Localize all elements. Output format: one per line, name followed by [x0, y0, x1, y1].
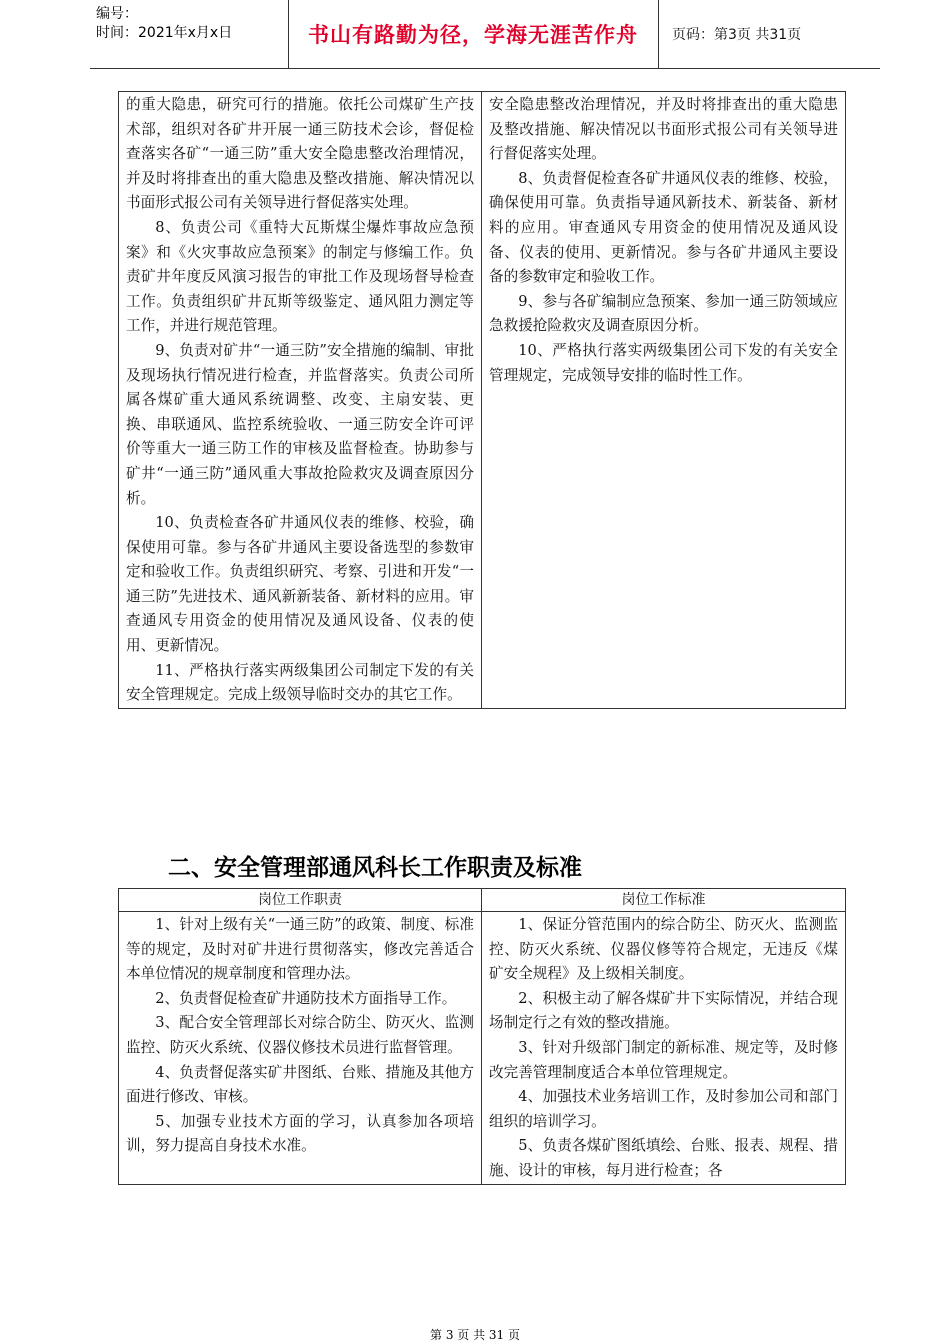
header-meta	[90, 0, 289, 68]
paragraph: 3、配合安全管理部长对综合防尘、防灭火、监测监控、防灭火系统、仪器仪修技术员进行监督管理。	[126, 1014, 474, 1056]
paragraph: 10、严格执行落实两级集团公司下发的有关安全管理规定，完成领导安排的临时性工作。	[489, 341, 838, 384]
paragraph: 9、参与各矿编制应急预案、参加一通三防领域应急救援抢险救灾及调查原因分析。	[489, 292, 838, 335]
duties-cell	[119, 92, 482, 709]
paragraph: 5、负责各煤矿图纸填绘、台账、报表、规程、措施、设计的审核，每月进行检查；各	[489, 1137, 838, 1179]
paragraph: 10、负责检查各矿井通风仪表的维修、校验，确保使用可靠。参与各矿井通风主要设备选型的参数审定和验收工作。负责组织研究、考察、引进和开发“一通三防”先进技术、通风新新装备、新材料的应用。审查通风专用资金的使用情况及通风设备、仪表的使用、更新情况。	[126, 514, 474, 655]
page-indicator: 页码：第3页 共31页	[672, 27, 802, 43]
column-header-duties: 岗位工作职责	[119, 889, 482, 912]
table-header-row	[119, 889, 846, 912]
paragraph: 1、针对上级有关“一通三防”的政策、制度、标准等的规定，及时对矿井进行贯彻落实，修改完善适合本单位情况的规章制度和管理办法。	[126, 916, 474, 983]
duties-standards-table	[118, 888, 846, 1185]
paragraph: 4、加强技术业务培训工作，及时参加公司和部门组织的培训学习。	[489, 1088, 838, 1130]
paragraph: 2、负责督促检查矿井通防技术方面指导工作。	[155, 989, 457, 1007]
paragraph: 9、负责对矿井“一通三防”安全措施的编制、审批及现场执行情况进行检查，并监督落实。负责公司所属各煤矿重大通风系统调整、改变、主扇安装、更换、串联通风、监控系统验收、一通三防安全许可评价等重大一通三防工作的审核及监督检查。协助参与矿井“一通三防”通风重大事故抢险救灾及调查原因分析。	[126, 341, 474, 507]
section-title: 二、安全管理部通风科长工作职责及标准	[168, 855, 582, 881]
paragraph: 的重大隐患，研究可行的措施。依托公司煤矿生产技术部，组织对各矿井开展一通三防技术会诊，督促检查落实各矿“一通三防”重大安全隐患整改治理情况，并及时将排查出的重大隐患及整改措施、解决情况以书面形式报公司有关领导进行督促落实处理。	[126, 96, 474, 212]
standards-cell	[482, 92, 846, 709]
table-row	[119, 912, 846, 1185]
column-header-standards: 岗位工作标准	[482, 889, 846, 912]
paragraph: 安全隐患整改治理情况，并及时将排查出的重大隐患及整改措施、解决情况以书面形式报公司有关领导进行督促落实处理。	[489, 96, 838, 163]
paragraph: 5、加强专业技术方面的学习，认真参加各项培训，努力提高自身技术水准。	[126, 1112, 474, 1155]
paragraph: 11、严格执行落实两级集团公司制定下发的有关安全管理规定。完成上级领导临时交办的其它工作。	[126, 661, 474, 704]
motto: 书山有路勤为径，学海无涯苦作舟	[288, 0, 659, 68]
page-header	[90, 0, 880, 69]
paragraph: 4、负责督促落实矿井图纸、台账、措施及其他方面进行修改、审核。	[126, 1063, 474, 1106]
paragraph: 8、负责公司《重特大瓦斯煤尘爆炸事故应急预案》和《火灾事故应急预案》的制定与修编工作。负责矿井年度反风演习报告的审批工作及现场督导检查工作。负责组织矿井瓦斯等级鉴定、通风阻力测定等工作，并进行规范管理。	[126, 218, 474, 335]
paragraph: 1、保证分管范围内的综合防尘、防灭火、监测监控、防灭火系统、仪器仪修等符合规定，无违反《煤矿安全规程》及上级相关制度。	[489, 916, 838, 983]
time-label: 时间：2021年x月x日	[96, 25, 233, 41]
table-row	[119, 92, 846, 709]
paragraph: 3、针对升级部门制定的新标准、规定等，及时修改完善管理制度适合本单位管理规定。	[489, 1038, 838, 1081]
paragraph: 2、积极主动了解各煤矿井下实际情况，并结合现场制定行之有效的整改措施。	[489, 989, 838, 1032]
page-footer: 第 3 页 共 31 页	[430, 1328, 520, 1342]
standards-cell	[482, 912, 846, 1185]
number-label: 编号：	[96, 6, 138, 22]
duties-table-continued	[118, 91, 846, 709]
paragraph: 8、负责督促检查各矿井通风仪表的维修、校验，确保使用可靠。负责指导通风新技术、新装备、新材料的应用。审查通风专用资金的使用情况及通风设备、仪表的使用、更新情况。参与各矿井通风主要设备的参数审定和验收工作。	[489, 169, 838, 286]
duties-cell	[119, 912, 482, 1185]
